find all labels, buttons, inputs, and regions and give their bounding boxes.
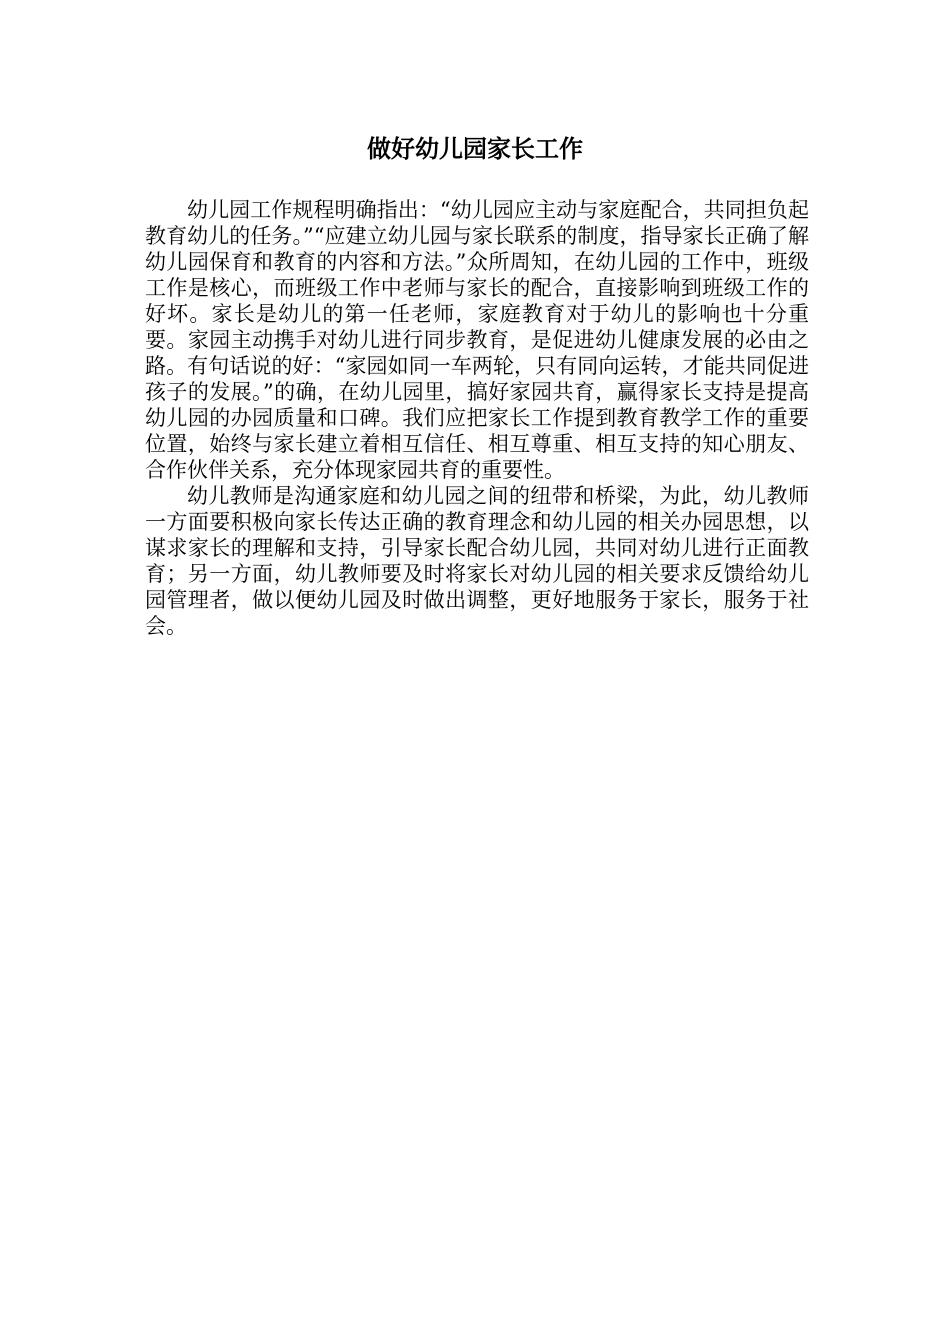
paragraph-2: 幼儿教师是沟通家庭和幼儿园之间的纽带和桥梁，为此，幼儿教师一方面要积极向家长传达正确的教育理念和幼儿园的相关办园思想，以谋求家长的理解和支持，引导家长配合幼儿园，共同对幼儿进行正面教育；另一方面，幼儿教师要及时将家长对幼儿园的相关要求反馈给幼儿园管理者，做以便幼儿园及时做出调整，更好地服务于家长，服务于社会。 [145, 484, 809, 638]
document-title: 做好幼儿园家长工作 [367, 135, 583, 163]
paragraph-1: 幼儿园工作规程明确指出：“幼儿园应主动与家庭配合，共同担负起教育幼儿的任务。”“应建立幼儿园与家长联系的制度，指导家长正确了解幼儿园保育和教育的内容和方法。”众所周知，在幼儿园的工作中，班级工作是核心，而班级工作中老师与家长的配合，直接影响到班级工作的好坏。家长是幼儿的第一任老师，家庭教育对于幼儿的影响也十分重要。家园主动携手对幼儿进行同步教育，是促进幼儿健康发展的必由之路。有句话说的好：“家园如同一车两轮，只有同向运转，才能共同促进孩子的发展。”的确，在幼儿园里，搞好家园共育，赢得家长支持是提高幼儿园的办园质量和口碑。我们应把家长工作提到教育教学工作的重要位置，始终与家长建立着相互信任、相互尊重、相互支持的知心朋友、合作伙伴关系，充分体现家园共育的重要性。 [145, 198, 809, 482]
document-body [145, 197, 809, 639]
